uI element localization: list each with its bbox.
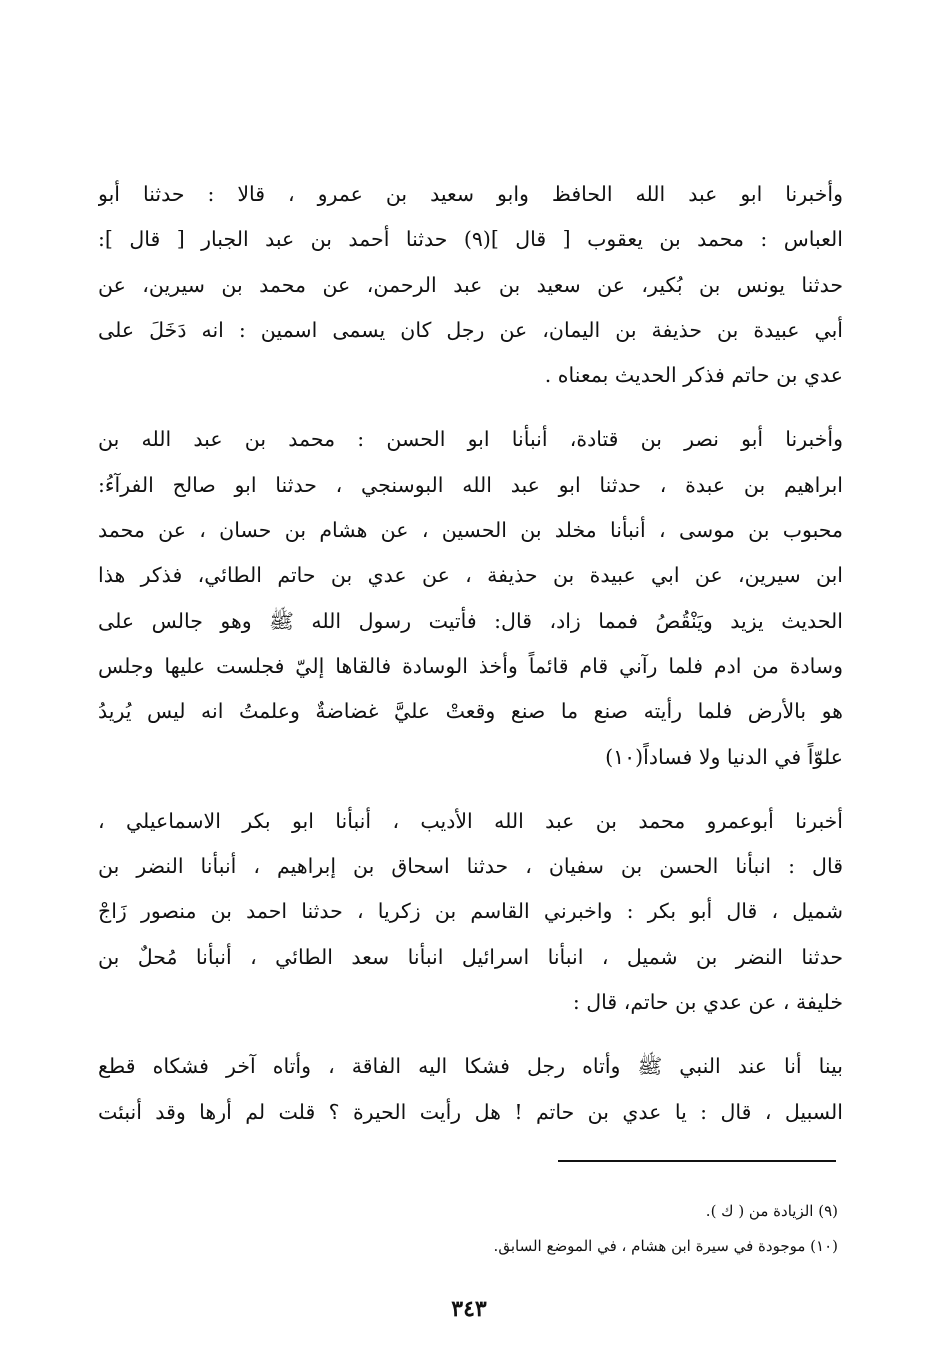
page-number: ٣٤٣ [451,1296,487,1322]
paragraph-2 [98,417,843,779]
text-line: أبي عبيدة بن حذيفة بن اليمان، عن رجل كان يسمى اسمين : انه دَخَلَ على [98,317,843,342]
text-line: شميل ، قال أبو بكر : واخبرني القاسم بن زكريا ، حدثنا احمد بن منصور زَاجْ [98,899,843,924]
text-line: حدثنا يونس بن بُكير، عن سعيد بن عبد الرحمن، عن محمد بن سيرين، عن [98,272,843,297]
text-line: بينا أنا عند النبي ﷺ وأتاه رجل فشكا اليه الفاقة ، وأتاه آخر فشكاه قطع [98,1054,843,1079]
text-line: وأخبرنا ابو عبد الله الحافظ وابو سعيد بن عمرو ، قالا : حدثنا أبو [98,182,843,206]
text-line: العباس : محمد بن يعقوب [ قال ](٩) حدثنا أحمد بن عبد الجبار [ قال ]: [98,227,843,252]
text-line: السبيل ، قال : يا عدي بن حاتم ! هل رأيت الحيرة ؟ قلت لم أرها وقد أنبئت [98,1099,843,1124]
text-line: الحديث يزيد ويَنْقُصُ فمما زاد، قال: فأتيت رسول الله ﷺ وهو جالس على [98,608,843,633]
paragraph-4 [98,1044,843,1135]
text-line: أخبرنا أبوعمرو محمد بن عبد الله الأديب ، أنبأنا ابو بكر الاسماعيلي ، [98,808,843,833]
paragraph-3 [98,799,843,1025]
text-line: ابن سيرين، عن ابي عبيدة بن حذيفة ، عن عدي بن حاتم الطائي، فذكر هذا [98,563,843,588]
text-line: محبوب بن موسى ، أنبأنا مخلد بن الحسين ، عن هشام بن حسان ، عن محمد [98,518,843,543]
footnote-separator [558,1160,836,1162]
footnote-9: (٩) الزيادة من ( ك ). [705,1202,838,1220]
text-line: حدثنا النضر بن شميل ، انبأنا اسرائيل انبأنا سعد الطائي ، أنبأنا مُحلٌ بن [98,944,843,969]
main-text [98,172,843,1154]
text-line: وسادة من ادم فلما رآني قام قائماً وأخذ الوسادة فالقاها إليّ فجلست عليها وجلس [98,653,843,678]
footnote-10: (١٠) موجودة في سيرة ابن هشام ، في الموضع السابق. [493,1237,838,1255]
text-line: وأخبرنا أبو نصر بن قتادة، أنبأنا ابو الحسن : محمد بن عبد الله بن [98,427,843,452]
text-line: علوّاً في الدنيا ولا فساداً(١٠) [605,744,843,769]
text-line: خليفة ، عن عدي بن حاتم، قال : [572,990,843,1015]
footnotes [400,1194,838,1264]
text-line: قال : انبأنا الحسن بن سفيان ، حدثنا اسحاق بن إبراهيم ، أنبأنا النضر بن [98,854,843,879]
text-line: هو بالأرض فلما رأيته صنع ما صنع وقعتْ عليَّ غضاضةٌ وعلمتُ انه ليس يُريدُ [98,699,843,724]
text-line: ابراهيم بن عبدة ، حدثنا ابو عبد الله البوسنجي ، حدثنا ابو صالح الفرآءُ: [98,472,843,497]
text-line: عدي بن حاتم فذكر الحديث بمعناه . [544,363,843,388]
paragraph-1 [98,172,843,398]
